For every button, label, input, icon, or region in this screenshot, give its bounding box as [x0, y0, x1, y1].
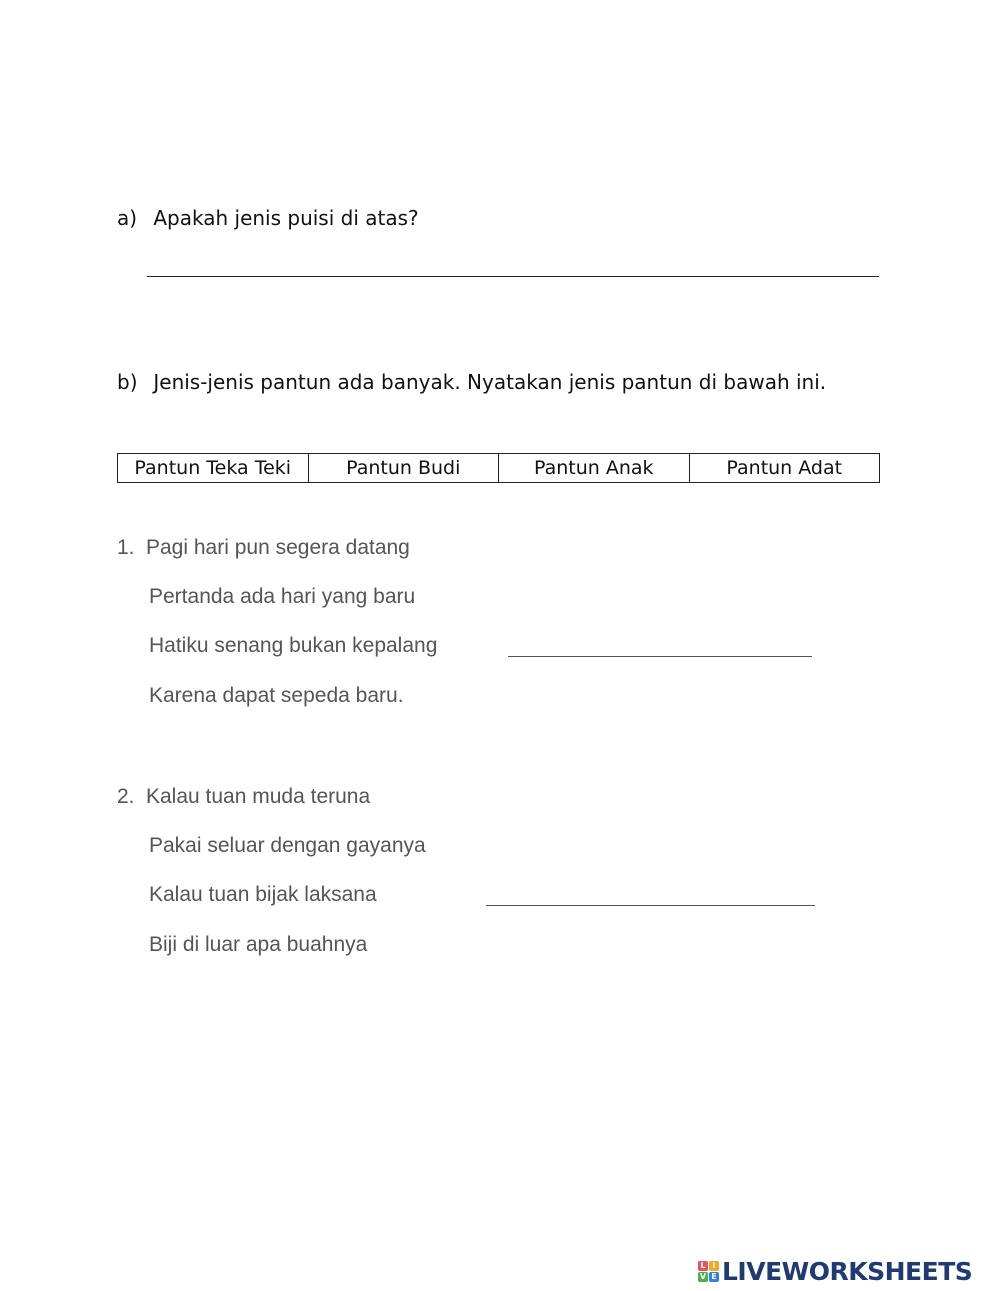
question-a-label: a) — [117, 206, 138, 230]
poem-2-line-1: 2. Kalau tuan muda teruna — [117, 785, 371, 808]
logo-text: LIVEWORKSHEETS — [722, 1256, 973, 1286]
answer-blank-1[interactable] — [508, 656, 812, 657]
question-a — [117, 206, 419, 230]
answer-blank-2[interactable] — [486, 905, 815, 906]
option-adat: Pantun Adat — [689, 454, 880, 483]
option-budi: Pantun Budi — [308, 454, 499, 483]
question-b — [117, 370, 826, 394]
liveworksheets-logo — [698, 1256, 972, 1286]
poem-1-line-4: Karena dapat sepeda baru. — [149, 684, 404, 707]
poem-1-number: 1. — [117, 536, 135, 559]
question-a-text: Apakah jenis puisi di atas? — [153, 206, 419, 230]
logo-blocks-icon: L I V E — [698, 1261, 719, 1282]
poem-2-line-2: Pakai seluar dengan gayanya — [149, 834, 426, 857]
poem-2-line-3: Kalau tuan bijak laksana — [149, 883, 377, 906]
poem-2-number: 2. — [117, 785, 135, 808]
option-teka-teki: Pantun Teka Teki — [118, 454, 309, 483]
poem-1-line-3: Hatiku senang bukan kepalang — [149, 634, 438, 657]
option-anak: Pantun Anak — [499, 454, 690, 483]
pantun-type-table — [117, 453, 880, 483]
poem-1-line-1: 1. Pagi hari pun segera datang — [117, 536, 410, 559]
poem-1-line-2: Pertanda ada hari yang baru — [149, 585, 416, 608]
answer-line-a[interactable] — [147, 276, 879, 277]
poem-2-line-4: Biji di luar apa buahnya — [149, 933, 368, 956]
question-b-label: b) — [117, 370, 138, 394]
question-b-text: Jenis-jenis pantun ada banyak. Nyatakan jenis pantun di bawah ini. — [153, 370, 827, 394]
